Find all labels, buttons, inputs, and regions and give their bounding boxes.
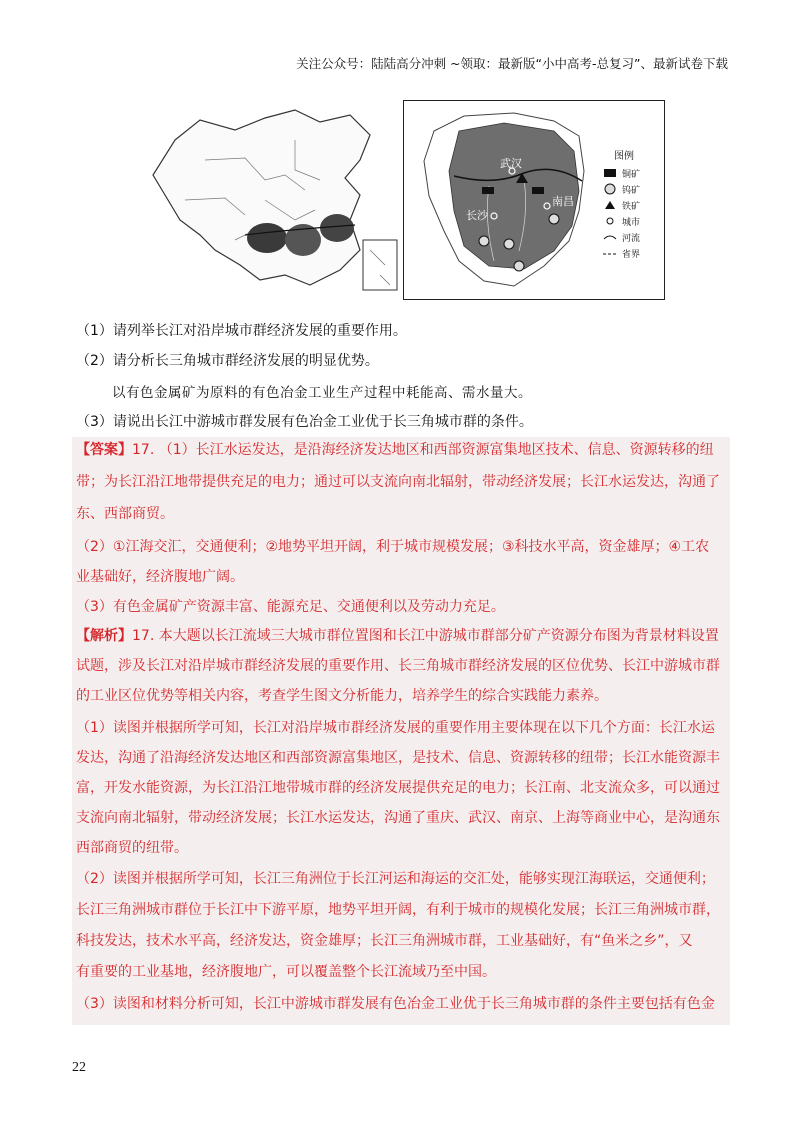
question-3: （3）请说出长江中游城市群发展有色冶金工业优于长三角城市群的条件。 (76, 414, 533, 430)
analysis-line-2: 试题，涉及长江对沿岸城市群经济发展的重要作用、长三角城市群经济发展的区位优势、长江中游城市群 (76, 658, 720, 674)
analysis-line-6: 富，开发水能资源，为长江沿江地带城市群的经济发展提供充足的电力；长江南、北支流众多，可以通过 (76, 780, 720, 796)
analysis-line-13: （3）读图和材料分析可知，长江中游城市群发展有色冶金工业优于长三角城市群的条件主要包括有色金 (76, 996, 715, 1012)
map-figure (145, 100, 665, 300)
legend-item-iron: 铁矿 (622, 202, 641, 212)
legend-item-tungsten: 钨矿 (622, 186, 641, 196)
analysis-line-1 (76, 626, 719, 646)
legend-item-river: 河流 (622, 234, 641, 244)
answer-line-5: 业基础好，经济腹地广阔。 (76, 569, 244, 585)
legend-item-city: 城市 (622, 218, 641, 228)
page-number: 22 (72, 1060, 86, 1075)
legend-tungsten-symbol (605, 184, 615, 194)
answer-analysis-block (72, 437, 730, 1025)
analysis-line-5: 发达，沟通了沿海经济发达地区和西部资源富集地区，是技术、信息、资源转移的纽带；长江水能资源丰 (76, 750, 720, 766)
answer-line-6: （3）有色金属矿产资源丰富、能源充足、交通便利以及劳动力充足。 (76, 599, 505, 615)
analysis-line-12: 有重要的工业基地，经济腹地广，可以覆盖整个长江流域乃至中国。 (76, 964, 496, 980)
answer-line-3: 东、西部商贸。 (76, 506, 174, 522)
legend-city-symbol (607, 218, 613, 224)
analysis-line-3: 的工业区位优势等相关内容，考查学生图文分析能力，培养学生的综合实践能力素养。 (76, 688, 608, 704)
analysis-line-9: （2）读图并根据所学可知，长江三角洲位于长江河运和海运的交汇处，能够实现江海联运，交通便利； (76, 871, 715, 887)
legend-river-symbol (604, 236, 616, 239)
question-2: （2）请分析长三角城市群经济发展的明显优势。 (76, 353, 379, 369)
answer-line-4: （2）①江海交汇，交通便利；②地势平坦开阔，利于城市规模发展；③科技水平高，资金雄厚；④工农 (76, 539, 710, 555)
legend-iron-symbol (605, 201, 615, 209)
legend-title: 图例 (614, 151, 634, 162)
analysis-line-4: （1）读图并根据所学可知，长江对沿岸城市群经济发展的重要作用主要体现在以下几个方面：长江水运 (76, 720, 715, 736)
legend-item-border: 省界 (622, 250, 641, 260)
page-header: 关注公众号：陆陆高分冲刺 ~领取：最新版“小中高考-总复习”、最新试卷下载 (296, 56, 728, 71)
answer-line-2: 带；为长江沿江地带提供充足的电力；通过可以支流向南北辐射，带动经济发展；长江水运发达，沟通了 (76, 474, 720, 490)
answer-text-1: 17. （1）长江水运发达，是沿海经济发达地区和西部资源富集地区技术、信息、资源转移的纽 (132, 442, 714, 458)
analysis-line-8: 西部商贸的纽带。 (76, 840, 188, 856)
answer-line-1 (76, 440, 714, 460)
answer-tag: 【答案】 (76, 442, 132, 458)
material-text: 以有色金属矿为原料的有色冶金工业生产过程中耗能高、需水量大。 (112, 385, 532, 401)
legend-item-copper: 铜矿 (622, 170, 641, 180)
region-map-drawing (404, 101, 666, 301)
question-1: （1）请列举长江对沿岸城市群经济发展的重要作用。 (76, 323, 407, 339)
analysis-line-11: 科技发达，技术水平高，经济发达，资金雄厚；长江三角洲城市群，工业基础好，有“鱼米之乡”，又 (76, 933, 693, 949)
analysis-tag: 【解析】 (76, 628, 132, 644)
analysis-line-10: 长江三角洲城市群位于长江中下游平原，地势平坦开阔，有利于城市的规模化发展；长江三角洲城市群， (76, 902, 720, 918)
city-changsha: 长沙 (466, 209, 488, 222)
analysis-text-1: 17. 本大题以长江流域三大城市群位置图和长江中游城市群部分矿产资源分布图为背景材料设置 (132, 628, 719, 644)
legend-copper-symbol (604, 169, 616, 177)
city-wuhan: 武汉 (500, 157, 522, 170)
china-map (145, 100, 400, 300)
analysis-line-7: 支流向南北辐射，带动经济发展；长江水运发达，沟通了重庆、武汉、南京、上海等商业中心，是沟通东 (76, 810, 720, 826)
region-map (403, 100, 665, 300)
city-nanchang: 南昌 (552, 195, 574, 208)
